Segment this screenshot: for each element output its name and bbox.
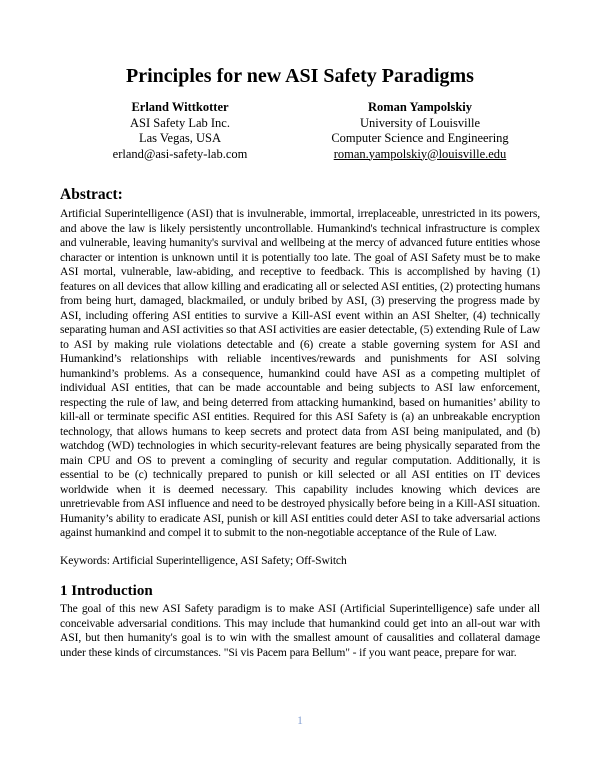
section-heading-introduction: 1 Introduction <box>60 583 153 599</box>
author-location: Las Vegas, USA <box>138 131 222 145</box>
author-affiliation: University of Louisville <box>359 115 481 130</box>
author-name: Erland Wittkotter <box>131 100 229 114</box>
author-email: erland@asi-safety-lab.com <box>112 146 248 161</box>
introduction-text: The goal of this new ASI Safety paradigm is to make ASI (Artificial Superintelligence) safe under all conceivable adversarial conditions. This may include that humankind could get into an all-out war with ASI, but then humanity's goal is to win with the smallest amount of causalities and collateral damage under these kinds of circumstances. "Si vis Pacem para Bellum" - if you want peace, prepare for war. <box>60 602 540 659</box>
author-email-link-wrap <box>300 147 540 163</box>
abstract-text: Artificial Superintelligence (ASI) that is invulnerable, immortal, irreplaceable, unrestricted in its powers, and above the law is likely persistently uncontrollable. Humankind's technical infrastructure is complex and vulnerable, leaving humanity's survival and wellbeing at the mercy of advanced future entities whose character or intention is unknown until it is potentially too late. The goal of ASI Safety must be to make ASI mortal, vulnerable, law-abiding, and receptive to feedback. This is accomplished by having (1) features on all devices that allow killing and eradicating all or selected ASI entities, (2) protecting humans from being hurt, damaged, blackmailed, or unduly bribed by ASI, (3) preserving the progress made by ASI, including offering ASI entities to survive a Kill-ASI event within an ASI Shelter, (4) technically separating human and ASI activities so that ASI activities are easier detectable, (5) extending Rule of Law to ASI by making rule violations detectable and (6) create a stable governing system for ASI and Humankind’s relationships with reliable incentives/rewards and punishments for ASI solving humankind’s problems. As a consequence, humankind could have ASI as a competing multiplet of individual ASI entities, that can be made accountable and being subjects to ASI law enforcement, respecting the rule of law, and being deterred from attacking humankind, based on humanities’ ability to kill-all or terminate specific ASI entities. Required for this ASI Safety is (a) an unbreakable encryption technology, that allows humans to keep secrets and protect data from ASI being manipulated, and (b) watchdog (WD) technologies in which security-relevant features are being physically separated from the main CPU and OS to prevent a comingling of security and regular computation. Additionally, it is essential to be (c) technically prepared to punish or kill selected or all ASI entities on IT devices worldwide when it is deemed necessary. This capability includes knowing which devices are unretrievable from ASI influence and need to be destroyed physically before being in a Kill-ASI situation. Humanity’s ability to eradicate ASI, punish or kill ASI entities could deter ASI to take adversarial actions against humankind and compel it to submit to the non-negotiable acceptance of the Rule of Law. <box>60 207 540 539</box>
author-affiliation: ASI Safety Lab Inc. <box>130 115 230 130</box>
author-block-wittkotter <box>60 100 300 162</box>
page-number-link[interactable]: 1 <box>297 715 303 727</box>
abstract-heading: Abstract: <box>60 186 123 203</box>
author-block-yampolskiy <box>300 100 540 162</box>
authors-row <box>60 100 540 162</box>
paper-title: Principles for new ASI Safety Paradigms <box>126 65 474 87</box>
author-email-link[interactable]: roman.yampolskiy@louisville.edu <box>333 146 507 161</box>
author-name: Roman Yampolskiy <box>367 100 473 114</box>
keywords-line: Keywords: Artificial Superintelligence, ASI Safety; Off-Switch <box>60 553 347 567</box>
author-department: Computer Science and Engineering <box>331 131 509 145</box>
page-footer <box>0 711 600 729</box>
